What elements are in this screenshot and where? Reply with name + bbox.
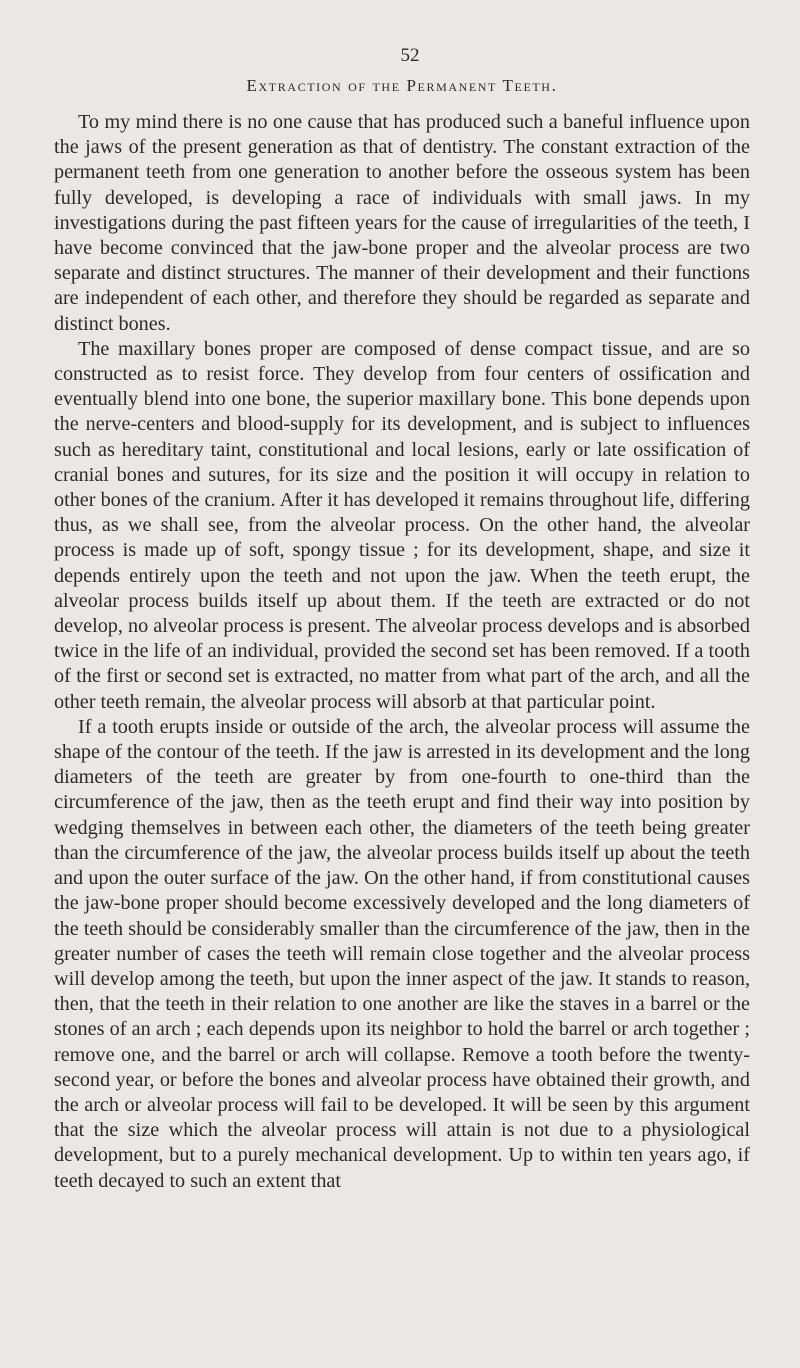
chapter-title: Extraction of the Permanent Teeth. bbox=[246, 76, 558, 95]
paragraph-1: To my mind there is no one cause that has produced such a baneful influence upon the jaws of the present generation as that of dentistry. The constant extraction of the permanent teeth from one generation to another before the osseous system has been fully developed, is developing a race of individuals with small jaws. In my investigations during the past fifteen years for the cause of irregularities of the teeth, I have become convinced that the jaw-bone proper and the alveolar process are two separate and distinct structures. The manner of their development and their functions are independent of each other, and therefore they should be regarded as separate and distinct bones. bbox=[54, 111, 750, 335]
paragraph-2: The maxillary bones proper are composed of dense compact tissue, and are so constructed as to resist force. They develop from four centers of ossification and eventually blend into one bone, the superior maxillary bone. This bone depends upon the nerve-centers and blood-supply for its development, and is subject to influences such as hereditary taint, constitutional and local lesions, early or late ossification of cranial bones and sutures, for its size and the position it will occupy in relation to other bones of the cranium. After it has developed it remains throughout life, differing thus, as we shall see, from the alveolar process. On the other hand, the alveolar process is made up of soft, spongy tissue ; for its development, shape, and size it depends entirely upon the teeth and not upon the jaw. When the teeth erupt, the alveolar process builds itself up about them. If the teeth are extracted or do not develop, no alveolar process is present. The alveolar process develops and is absorbed twice in the life of an individual, provided the second set has been removed. If a tooth of the first or second set is extracted, no matter from what part of the arch, and all the other teeth remain, the alveolar process will absorb at that particular point. bbox=[54, 337, 750, 713]
paragraph-3: If a tooth erupts inside or outside of the arch, the alveolar process will assume the shape of the contour of the teeth. If the jaw is arrested in its development and the long diameters of the teeth are greater by from one-fourth to one-third than the circumference of the jaw, then as the teeth erupt and find their way into position by wedging themselves in between each other, the diameters of the teeth being greater than the circumference of the jaw, the alveolar process builds itself up about the teeth and upon the outer surface of the jaw. On the other hand, if from constitutional causes the jaw-bone proper should become excessively developed and the long diameters of the teeth should be considerably smaller than the circumference of the jaw, then in the greater number of cases the teeth will remain close together and the alveolar process will develop among the teeth, but upon the inner aspect of the jaw. It stands to reason, then, that the teeth in their relation to one another are like the staves in a barrel or the stones of an arch ; each depends upon its neighbor to hold the barrel or arch together ; remove one, and the barrel or arch will collapse. Remove a tooth before the twenty-second year, or before the bones and alveolar process have obtained their growth, and the arch or alveolar process will fail to be developed. It will be seen by this argument that the size which the alveolar process will attain is not due to a physiological development, but to a purely mechanical development. Up to within ten years ago, if teeth decayed to such an extent that bbox=[54, 715, 750, 1192]
page-number: 52 bbox=[400, 45, 420, 66]
